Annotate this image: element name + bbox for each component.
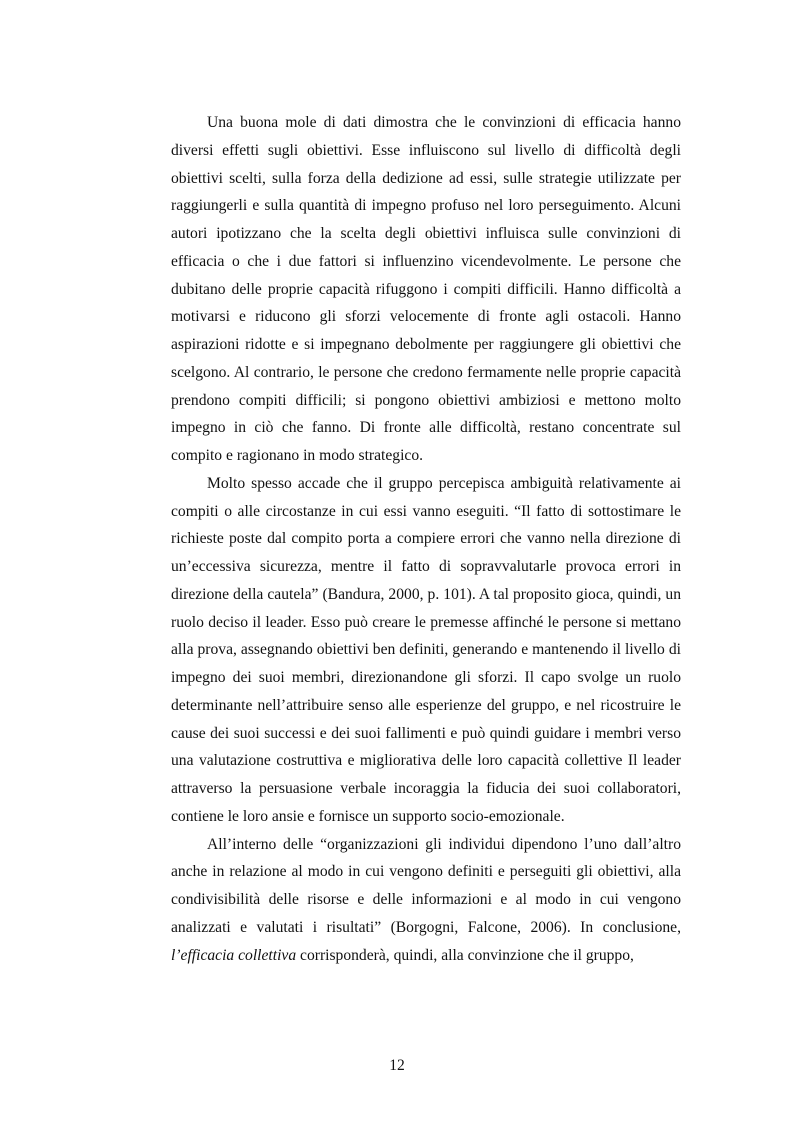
paragraph-3	[171, 831, 681, 970]
paragraph-3-text-after: corrisponderà, quindi, alla convinzione che il gruppo,	[296, 946, 634, 964]
document-body	[171, 109, 681, 969]
emphasis-term: l’efficacia collettiva	[171, 946, 297, 964]
paragraph-3-text-before: All’interno delle “organizzazioni gli individui dipendono l’uno dall’altro anche in relazione al modo in cui vengono definiti e perseguiti gli obiettivi, alla condivisibilità delle risorse e delle informazioni e al modo in cui vengono analizzati e valutati i risultati” (Borgogni, Falcone, 2006). In conclusione,	[171, 835, 681, 936]
paragraph-1: Una buona mole di dati dimostra che le convinzioni di efficacia hanno diversi effetti sugli obiettivi. Esse influiscono sul livello di difficoltà degli obiettivi scelti, sulla forza della dedizione ad essi, sulle strategie utilizzate per raggiungerli e sulla quantità di impegno profuso nel loro perseguimento. Alcuni autori ipotizzano che la scelta degli obiettivi influisca sulle convinzioni di efficacia o che i due fattori si influenzino vicendevolmente. Le persone che dubitano delle proprie capacità rifuggono i compiti difficili. Hanno difficoltà a motivarsi e riducono gli sforzi velocemente di fronte agli ostacoli. Hanno aspirazioni ridotte e si impegnano debolmente per raggiungere gli obiettivi che scelgono. Al contrario, le persone che credono fermamente nelle proprie capacità prendono compiti difficili; si pongono obiettivi ambiziosi e mettono molto impegno in ciò che fanno. Di fronte alle difficoltà, restano concentrate sul compito e ragionano in modo strategico.	[171, 114, 681, 464]
page-number: 12	[389, 1057, 405, 1074]
paragraph-2: Molto spesso accade che il gruppo percepisca ambiguità relativamente ai compiti o alle circostanze in cui essi vanno eseguiti. “Il fatto di sottostimare le richieste poste dal compito porta a compiere errori che vanno nella direzione di un’eccessiva sicurezza, mentre il fatto di sopravvalutarle provoca errori in direzione della cautela” (Bandura, 2000, p. 101). A tal proposito gioca, quindi, un ruolo deciso il leader. Esso può creare le premesse affinché le persone si mettano alla prova, assegnando obiettivi ben definiti, generando e mantenendo il livello di impegno dei suoi membri, direzionandone gli sforzi. Il capo svolge un ruolo determinante nell’attribuire senso alle esperienze del gruppo, e nel ricostruire le cause dei suoi successi e dei suoi fallimenti e può quindi guidare i membri verso una valutazione costruttiva e migliorativa delle loro capacità collettive Il leader attraverso la persuasione verbale incoraggia la fiducia dei suoi collaboratori, contiene le loro ansie e fornisce un supporto socio-emozionale.	[171, 474, 681, 825]
